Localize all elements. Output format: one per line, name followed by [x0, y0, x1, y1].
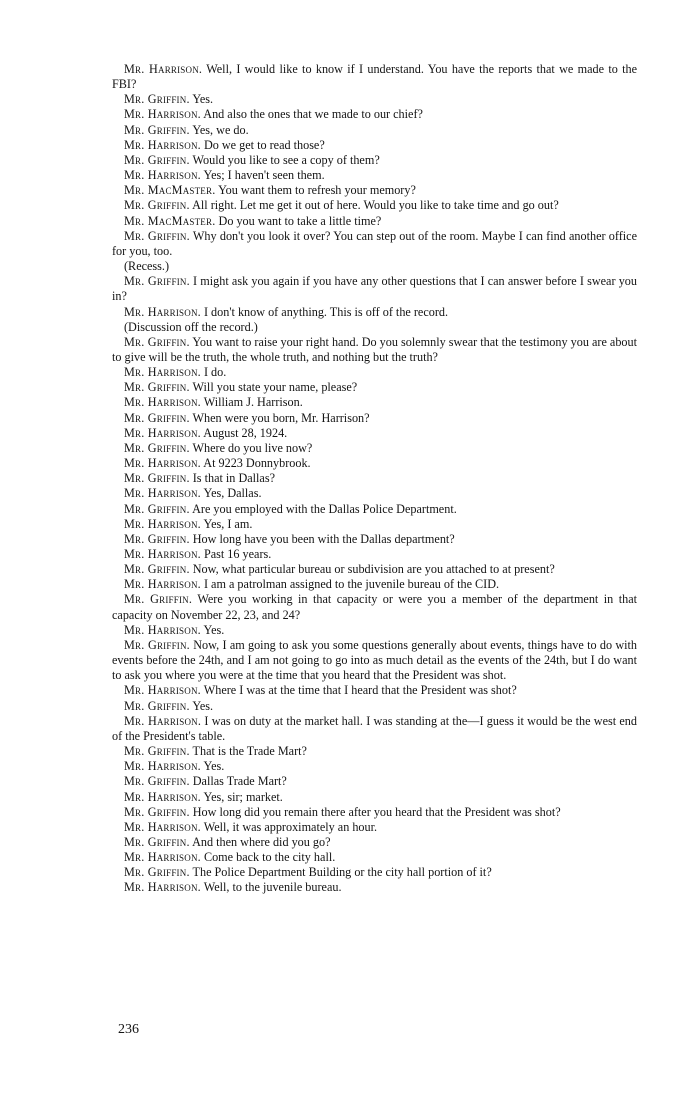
transcript-paragraph [112, 153, 637, 168]
utterance-text: I was on duty at the market hall. I was standing at the—I guess it would be the west end of the President's table. [112, 713, 637, 743]
utterance-text: And then where did you go? [192, 834, 331, 849]
speaker-name: Mr. Griffin. [124, 744, 190, 759]
transcript-paragraph [112, 183, 637, 198]
transcript-paragraph [112, 805, 637, 820]
transcript-paragraph [112, 683, 637, 698]
speaker-name: Mr. Griffin. [124, 865, 190, 880]
utterance-text: That is the Trade Mart? [192, 744, 307, 759]
speaker-name: Mr. Harrison. [124, 759, 201, 774]
transcript-paragraph [112, 168, 637, 183]
transcript-paragraph [112, 547, 637, 562]
speaker-name: Mr. Griffin. [124, 804, 190, 819]
transcript-paragraph [112, 714, 637, 744]
speaker-name: Mr. Harrison. [124, 850, 201, 865]
transcript-paragraph [112, 774, 637, 789]
utterance-text: Past 16 years. [203, 547, 272, 561]
transcript-paragraph [112, 456, 637, 471]
transcript-paragraph [112, 62, 637, 92]
transcript-paragraph [112, 123, 637, 138]
speaker-name: Mr. MacMaster. [124, 213, 216, 228]
transcript-paragraph [112, 320, 637, 335]
transcript-paragraph [112, 638, 637, 683]
speaker-name: Mr. Griffin. [124, 122, 190, 137]
utterance-text: Yes. [203, 759, 225, 774]
utterance-text: Come back to the city hall. [203, 850, 336, 865]
transcript-paragraph [112, 623, 637, 638]
speaker-name: Mr. Harrison. [124, 365, 201, 380]
utterance-text: How long did you remain there after you heard that the President was shot? [192, 804, 561, 819]
utterance-text: Would you like to see a copy of them? [192, 152, 380, 167]
utterance-text: Dallas Trade Mart? [192, 774, 287, 789]
transcript-paragraph [112, 562, 637, 577]
speaker-name: Mr. Harrison. [124, 304, 201, 319]
utterance-text: Yes, Dallas. [203, 486, 262, 501]
speaker-name: Mr. Harrison. [124, 107, 201, 122]
transcript-paragraph [112, 274, 637, 304]
transcript-paragraph [112, 517, 637, 532]
speaker-name: Mr. Harrison. [124, 713, 202, 728]
transcript-paragraph [112, 699, 637, 714]
speaker-name: Mr. MacMaster. [124, 183, 216, 198]
transcript-paragraph [112, 380, 637, 395]
speaker-name: Mr. Griffin. [124, 440, 190, 455]
speaker-name: Mr. Harrison. [124, 547, 201, 561]
utterance-text: August 28, 1924. [203, 425, 288, 440]
utterance-text: Now, I am going to ask you some questions generally about events, things have to do with events before the 24th, and I am not going to go into as much detail as the events of the 24th, but I do want to ask you where you were at the time that you heard that the President was shot. [112, 637, 638, 683]
speaker-name: Mr. Harrison. [124, 486, 201, 501]
speaker-name: Mr. Griffin. [124, 92, 190, 107]
speaker-name: Mr. Griffin. [124, 698, 190, 713]
speaker-name: Mr. Griffin. [124, 334, 190, 349]
speaker-name: Mr. Harrison. [124, 577, 201, 592]
speaker-name: Mr. Harrison. [124, 456, 201, 471]
speaker-name: Mr. Harrison. [124, 425, 201, 440]
speaker-name: Mr. Griffin. [124, 834, 190, 849]
transcript-paragraph [112, 92, 637, 107]
transcript-paragraph [112, 577, 637, 592]
transcript-paragraph [112, 411, 637, 426]
transcript-paragraph [112, 365, 637, 380]
utterance-text: When were you born, Mr. Harrison? [192, 410, 370, 425]
utterance-text: Yes, sir; market. [203, 789, 283, 804]
transcript-paragraph [112, 138, 637, 153]
transcript-paragraph [112, 880, 637, 895]
transcript-body [112, 62, 637, 896]
utterance-text: I do. [203, 365, 227, 380]
utterance-text: Yes. [192, 698, 214, 713]
transcript-paragraph [112, 759, 637, 774]
transcript-paragraph [112, 532, 637, 547]
utterance-text: Will you state your name, please? [192, 380, 358, 395]
speaker-name: Mr. Griffin. [124, 637, 190, 652]
speaker-name: Mr. Griffin. [124, 198, 190, 213]
utterance-text: Yes; I haven't seen them. [203, 168, 325, 183]
speaker-name: Mr. Harrison. [124, 62, 203, 76]
utterance-text: All right. Let me get it out of here. Would you like to take time and go out? [192, 198, 559, 213]
utterance-text: I might ask you again if you have any other questions that I can answer before I swear you in? [112, 274, 637, 304]
transcript-paragraph [112, 471, 637, 486]
utterance-text: (Discussion off the record.) [124, 319, 258, 334]
transcript-paragraph [112, 850, 637, 865]
transcript-paragraph [112, 835, 637, 850]
speaker-name: Mr. Griffin. [124, 228, 190, 243]
utterance-text: William J. Harrison. [203, 395, 303, 410]
transcript-paragraph [112, 214, 637, 229]
speaker-name: Mr. Griffin. [124, 531, 190, 546]
transcript-paragraph [112, 107, 637, 122]
transcript-paragraph [112, 486, 637, 501]
utterance-text: Where I was at the time that I heard that the President was shot? [203, 683, 517, 698]
speaker-name: Mr. Harrison. [124, 395, 201, 410]
transcript-paragraph [112, 592, 637, 622]
utterance-text: How long have you been with the Dallas department? [192, 531, 455, 546]
transcript-paragraph [112, 744, 637, 759]
transcript-paragraph [112, 865, 637, 880]
utterance-text: Are you employed with the Dallas Police Department. [192, 501, 457, 516]
transcript-paragraph [112, 305, 637, 320]
utterance-text: Were you working in that capacity or were you a member of the department in that capacity on November 22, 23, and 24? [112, 592, 637, 622]
speaker-name: Mr. Harrison. [124, 880, 201, 895]
utterance-text: The Police Department Building or the city hall portion of it? [192, 865, 492, 880]
transcript-paragraph [112, 229, 637, 259]
utterance-text: At 9223 Donnybrook. [203, 456, 311, 471]
speaker-name: Mr. Harrison. [124, 789, 201, 804]
transcript-paragraph [112, 395, 637, 410]
speaker-name: Mr. Harrison. [124, 137, 201, 152]
speaker-name: Mr. Griffin. [124, 471, 190, 486]
utterance-text: Now, what particular bureau or subdivision are you attached to at present? [192, 562, 555, 577]
transcript-paragraph [112, 198, 637, 213]
transcript-paragraph [112, 790, 637, 805]
speaker-name: Mr. Griffin. [124, 410, 190, 425]
utterance-text: You want them to refresh your memory? [218, 183, 416, 198]
speaker-name: Mr. Griffin. [124, 562, 190, 577]
utterance-text: Well, it was approximately an hour. [203, 819, 378, 834]
utterance-text: Do we get to read those? [203, 137, 325, 152]
utterance-text: Why don't you look it over? You can step out of the room. Maybe I can find another office for you, too. [112, 228, 637, 258]
utterance-text: Yes. [203, 622, 225, 637]
transcript-paragraph [112, 502, 637, 517]
speaker-name: Mr. Griffin. [124, 152, 190, 167]
speaker-name: Mr. Harrison. [124, 622, 201, 637]
utterance-text: Where do you live now? [192, 440, 313, 455]
page-number: 236 [118, 1022, 139, 1037]
utterance-text: I don't know of anything. This is off of the record. [203, 304, 449, 319]
speaker-name: Mr. Harrison. [124, 683, 201, 698]
speaker-name: Mr. Griffin. [124, 501, 190, 516]
utterance-text: (Recess.) [124, 259, 170, 274]
utterance-text: And also the ones that we made to our chief? [203, 107, 423, 122]
speaker-name: Mr. Harrison. [124, 819, 201, 834]
utterance-text: Do you want to take a little time? [218, 213, 382, 228]
utterance-text: Is that in Dallas? [192, 471, 275, 486]
speaker-name: Mr. Griffin. [124, 592, 193, 607]
utterance-text: Yes, we do. [192, 122, 249, 137]
transcript-paragraph [112, 820, 637, 835]
utterance-text: Yes, I am. [203, 516, 253, 531]
speaker-name: Mr. Griffin. [124, 274, 190, 289]
utterance-text: Yes. [192, 92, 214, 107]
utterance-text: Well, to the juvenile bureau. [203, 880, 342, 895]
speaker-name: Mr. Harrison. [124, 516, 201, 531]
transcript-paragraph [112, 426, 637, 441]
transcript-paragraph [112, 259, 637, 274]
transcript-paragraph [112, 441, 637, 456]
utterance-text: You want to raise your right hand. Do you solemnly swear that the testimony you are about to give will be the truth, the whole truth, and nothing but the truth? [112, 334, 637, 364]
speaker-name: Mr. Harrison. [124, 168, 201, 183]
utterance-text: Well, I would like to know if I understand. You have the reports that we made to the FBI? [112, 62, 637, 92]
transcript-paragraph [112, 335, 637, 365]
speaker-name: Mr. Griffin. [124, 380, 190, 395]
utterance-text: I am a patrolman assigned to the juvenile bureau of the CID. [203, 577, 500, 592]
speaker-name: Mr. Griffin. [124, 774, 190, 789]
